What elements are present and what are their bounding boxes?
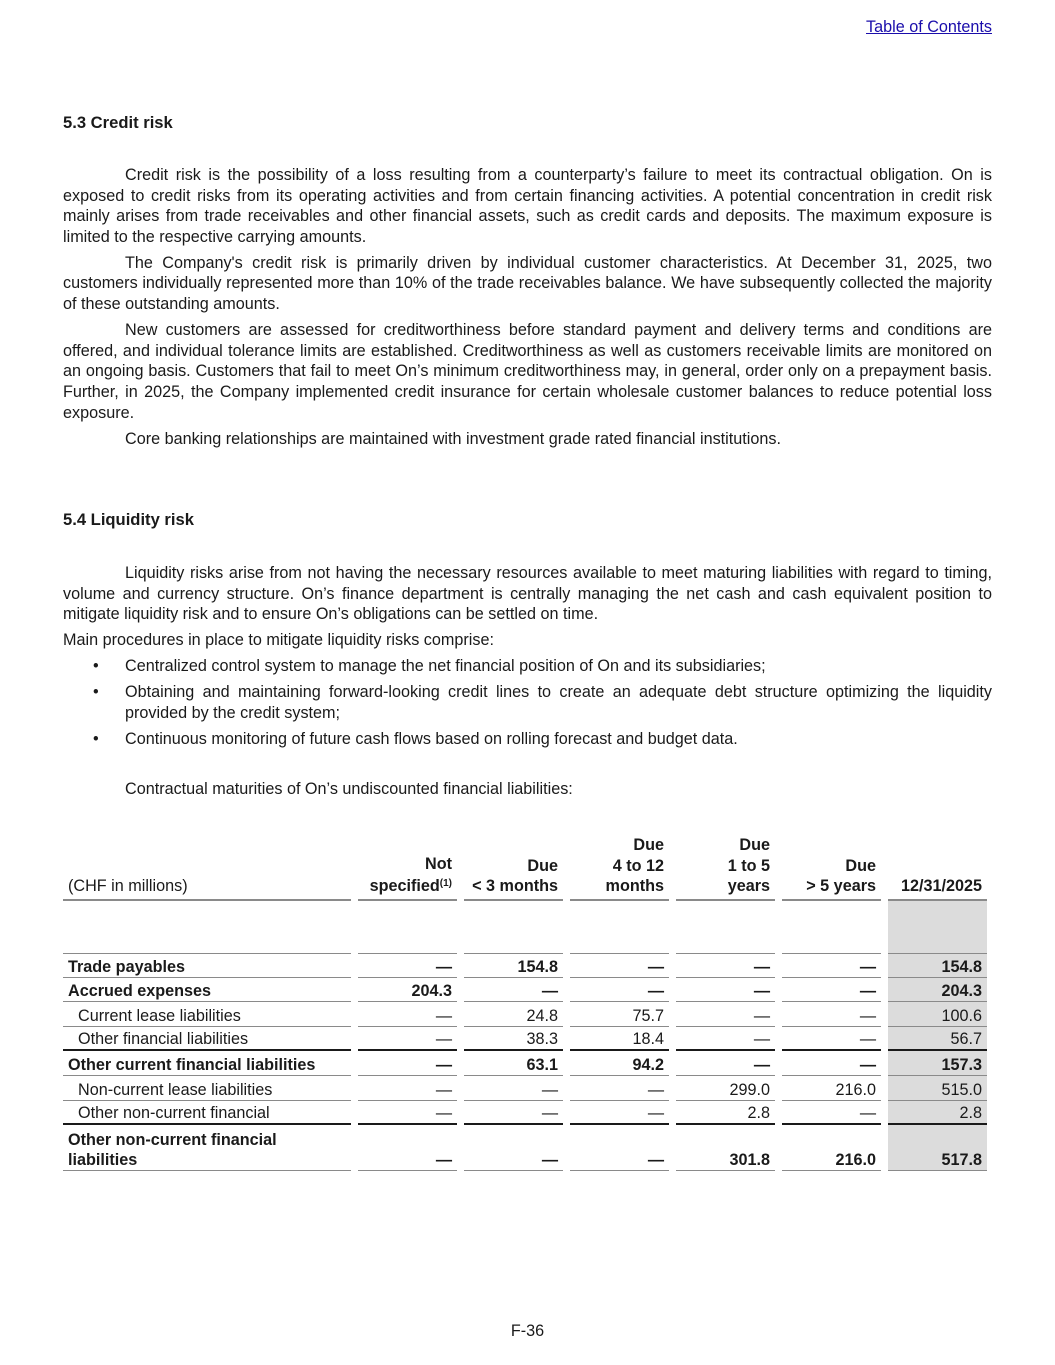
value-cell: — [358, 1002, 457, 1027]
value-cell: — [570, 1101, 669, 1126]
bullet-icon: • [93, 730, 99, 749]
header-line: Due [527, 856, 558, 875]
value-cell: 216.0 [782, 1076, 881, 1101]
value-cell: 301.8 [676, 1125, 775, 1171]
procedure-item [63, 656, 992, 677]
header-due-over-5-years [782, 833, 881, 899]
value-cell: — [358, 1076, 457, 1101]
value-cell: — [464, 1076, 563, 1101]
value-cell: — [782, 1027, 881, 1052]
value-cell: 216.0 [782, 1125, 881, 1171]
value-cell: — [570, 953, 669, 978]
total-cell: 154.8 [888, 953, 987, 978]
table-header-row [63, 833, 987, 899]
value-cell: — [358, 953, 457, 978]
header-line: Not [425, 854, 452, 873]
value-cell: 75.7 [570, 1002, 669, 1027]
value-cell: — [676, 978, 775, 1003]
value-cell: — [676, 1051, 775, 1076]
header-line: > 5 years [806, 877, 876, 896]
header-total-date: 12/31/2025 [900, 877, 982, 896]
procedure-item [63, 729, 992, 750]
row-label: Other non-current financial [63, 1101, 351, 1126]
section-5-4-title: 5.4 Liquidity risk [63, 510, 194, 529]
liquidity-intro-paragraph: Liquidity risks arise from not having the necessary resources available to meet maturing liabilities with regard to timing, volume and currency structure. On’s finance department is centrally managing the net cash and cash equivalent position to mitigate liquidity risk and to ensure On’s obligations can be settled on time. [63, 564, 992, 624]
procedure-text: Continuous monitoring of future cash flows based on rolling forecast and budget data. [125, 730, 738, 749]
header-line: 4 to 12 [612, 856, 664, 875]
total-cell: 100.6 [888, 1002, 987, 1027]
row-label: Other financial liabilities [63, 1027, 351, 1052]
value-cell: 94.2 [570, 1051, 669, 1076]
bullet-icon: • [93, 657, 99, 676]
value-cell: — [358, 1027, 457, 1052]
header-due-4-12-months [570, 833, 669, 899]
value-cell: — [358, 1125, 457, 1171]
footnote-marker: (1) [439, 878, 452, 890]
header-line: Due [739, 836, 770, 855]
value-cell: — [782, 978, 881, 1003]
header-line: < 3 months [472, 877, 558, 896]
page-number: F-36 [510, 1322, 545, 1340]
value-cell: 299.0 [676, 1076, 775, 1101]
table-row [63, 953, 987, 978]
credit-risk-paragraph: Credit risk is the possibility of a loss resulting from a counterparty’s failure to meet its contractual obligation. On is exposed to credit risks from its operating activities and from certain financing activities. A potential concentration in credit risk mainly arises from trade receivables and other financial assets, such as credit cards and deposits. The maximum exposure is limited to the respective carrying amounts. [63, 166, 992, 246]
total-cell: 2.8 [888, 1101, 987, 1126]
section-5-3-title: 5.3 Credit risk [63, 113, 173, 132]
value-cell: 2.8 [676, 1101, 775, 1126]
header-line: specified [369, 877, 440, 896]
procedures-lead: Main procedures in place to mitigate liquidity risks comprise: [63, 631, 494, 650]
value-cell: 154.8 [464, 953, 563, 978]
value-cell: — [570, 978, 669, 1003]
value-cell: — [782, 1002, 881, 1027]
table-row [63, 1101, 987, 1126]
row-label: Other current financial liabilities [63, 1051, 351, 1076]
credit-risk-paragraph: The Company's credit risk is primarily driven by individual customer characteristics. At December 31, 2025, two customers individually represented more than 10% of the trade receivables balance. We have subsequently collected the majority of these outstanding amounts. [63, 253, 992, 314]
credit-risk-paragraph: Core banking relationships are maintained with investment grade rated financial institutions. [125, 429, 781, 448]
table-caption: Contractual maturities of On’s undiscounted financial liabilities: [125, 780, 573, 798]
total-cell: 157.3 [888, 1051, 987, 1076]
value-cell: 18.4 [570, 1027, 669, 1052]
value-cell: — [464, 1101, 563, 1126]
procedures-list [63, 656, 992, 749]
procedure-text: Centralized control system to manage the net financial position of On and its subsidiaries; [125, 657, 766, 676]
credit-risk-paragraph: New customers are assessed for creditworthiness before standard payment and delivery terms and conditions are offered, and individual tolerance limits are established. Creditworthiness as well as customers receivable limits are monitored on an ongoing basis. Customers that fail to meet On’s minimum creditworthiness may, in general, order only on a prepayment basis. Further, in 2025, the Company implemented credit insurance for certain wholesale customer balances to reduce potential loss exposure. [63, 321, 992, 422]
header-line: 1 to 5 [727, 856, 770, 875]
unit-label: (CHF in millions) [68, 877, 188, 896]
row-label: Trade payables [63, 953, 351, 978]
table-row [63, 1002, 987, 1027]
table-row [63, 1027, 987, 1052]
contractual-maturities-table [63, 833, 987, 1171]
procedure-text: Obtaining and maintaining forward-looking credit lines to create an adequate debt structure optimizing the liquidity provided by the credit system; [125, 683, 992, 723]
header-due-1-5-years [676, 833, 775, 899]
credit-risk-body [63, 165, 992, 455]
header-line: months [605, 877, 664, 896]
header-not-specified [358, 833, 457, 899]
total-cell: 515.0 [888, 1076, 987, 1101]
row-label: Other non-current financial liabilities [63, 1125, 351, 1171]
header-line: years [727, 877, 770, 896]
value-cell: 63.1 [464, 1051, 563, 1076]
value-cell: — [676, 1027, 775, 1052]
value-cell: — [676, 953, 775, 978]
value-cell: — [782, 1101, 881, 1126]
value-cell: 38.3 [464, 1027, 563, 1052]
value-cell: — [358, 1101, 457, 1126]
row-label: Non-current lease liabilities [63, 1076, 351, 1101]
header-due-3-months [464, 833, 563, 899]
value-cell: — [464, 978, 563, 1003]
row-label: Accrued expenses [63, 978, 351, 1003]
header-line: Due [633, 836, 664, 855]
bullet-icon: • [93, 683, 99, 702]
liquidity-risk-body [63, 563, 992, 755]
value-cell: 24.8 [464, 1002, 563, 1027]
table-row [63, 978, 987, 1003]
header-line: Due [845, 856, 876, 875]
value-cell: — [358, 1051, 457, 1076]
table-row [63, 1051, 987, 1076]
value-cell: — [676, 1002, 775, 1027]
value-cell: — [782, 1051, 881, 1076]
table-row [63, 1076, 987, 1101]
row-label: Current lease liabilities [63, 1002, 351, 1027]
total-cell: 56.7 [888, 1027, 987, 1052]
value-cell: — [570, 1076, 669, 1101]
table-row [63, 1125, 987, 1171]
value-cell: — [464, 1125, 563, 1171]
value-cell: — [782, 953, 881, 978]
procedure-item [63, 682, 992, 723]
total-cell: 204.3 [888, 978, 987, 1003]
total-cell: 517.8 [888, 1125, 987, 1171]
table-of-contents-link[interactable]: Table of Contents [866, 18, 992, 36]
value-cell: 204.3 [358, 978, 457, 1003]
value-cell: — [570, 1125, 669, 1171]
